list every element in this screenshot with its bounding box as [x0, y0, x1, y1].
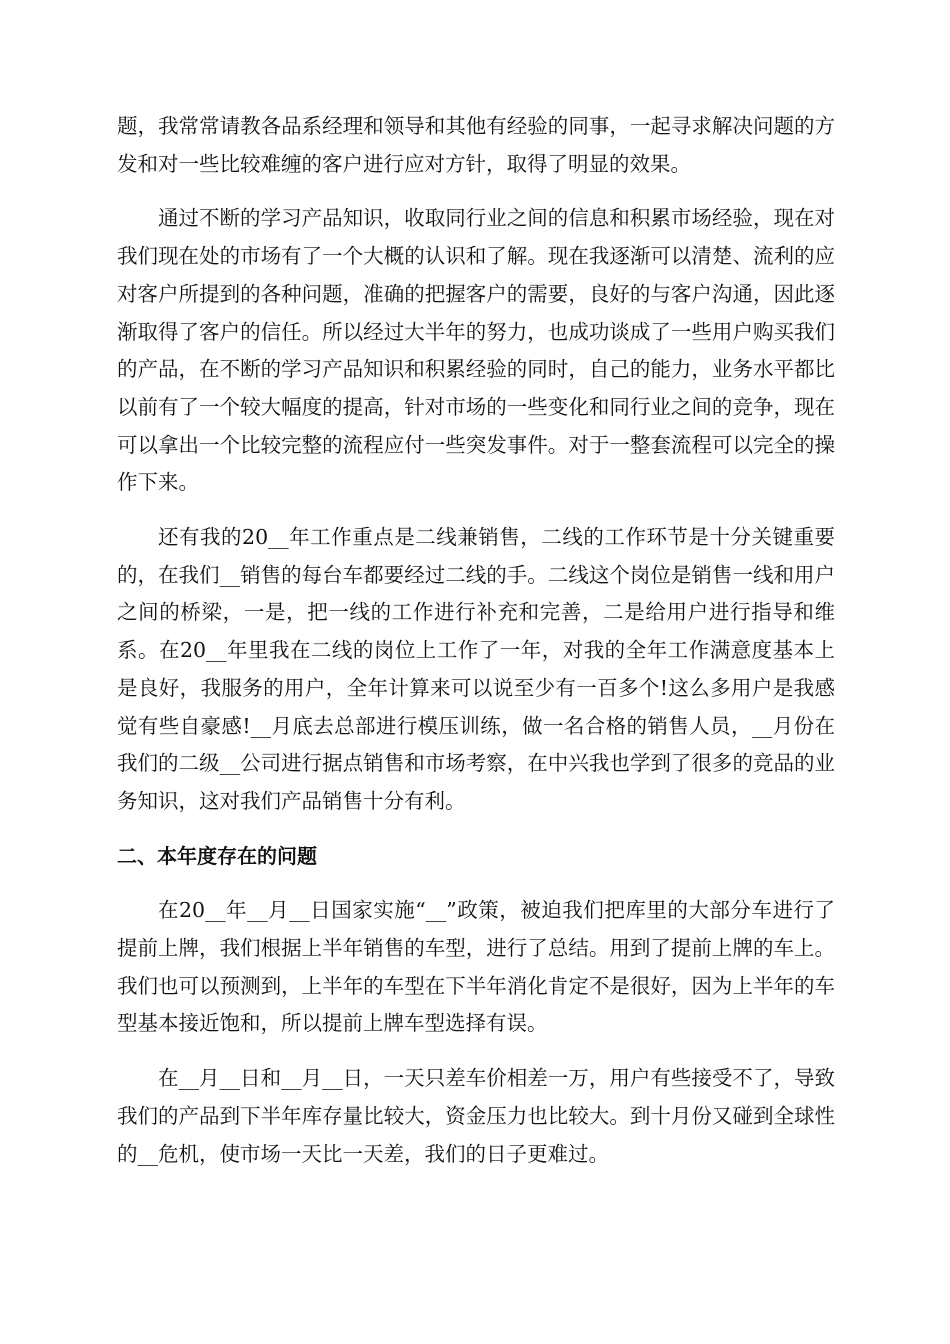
paragraph-spacer — [117, 502, 835, 519]
paragraph-continuation: 题，我常常请教各品系经理和领导和其他有经验的同事，一起寻求解决问题的方发和对一些比较难缠的客户进行应对方针，取得了明显的效果。 — [117, 114, 835, 176]
document-body — [117, 108, 835, 1173]
paragraph-product-knowledge: 通过不断的学习产品知识，收取同行业之间的信息和积累市场经验，现在对我们现在处的市场有了一个大概的认识和了解。现在我逐渐可以清楚、流利的应对客户所提到的各种问题，准确的把握客户的需要，良好的与客户沟通，因此逐渐取得了客户的信任。所以经过大半年的努力，也成功谈成了一些用户购买我们的产品，在不断的学习产品知识和积累经验的同时，自己的能力，业务水平都比以前有了一个较大幅度的提高，针对市场的一些变化和同行业之间的竞争，现在可以拿出一个比较完整的流程应付一些突发事件。对于一整套流程可以完全的操作下来。 — [117, 206, 835, 495]
paragraph-spacer — [117, 1043, 835, 1060]
paragraph-spacer — [117, 821, 835, 838]
paragraph-price-difference: 在__月__日和__月__日，一天只差车价相差一万，用户有些接受不了，导致我们的产品到下半年库存量比较大，资金压力也比较大。到十月份又碰到全球性的__危机，使市场一天比一天差，我们的日子更难过。 — [117, 1066, 835, 1166]
paragraph-spacer — [117, 875, 835, 892]
section-heading-problems: 二、本年度存在的问题 — [117, 843, 317, 868]
paragraph-policy-plates: 在20__年__月__日国家实施“__”政策，被迫我们把库里的大部分车进行了提前上牌，我们根据上半年销售的车型，进行了总结。用到了提前上牌的车上。我们也可以预测到，上半年的车型在下半年消化肯定不是很好，因为上半年的车型基本接近饱和，所以提前上牌车型选择有误。 — [117, 898, 835, 1036]
paragraph-spacer — [117, 183, 835, 200]
paragraph-second-line-work: 还有我的20__年工作重点是二线兼销售，二线的工作环节是十分关键重要的，在我们__销售的每台车都要经过二线的手。二线这个岗位是销售一线和用户之间的桥梁，一是，把一线的工作进行补充和完善，二是给用户进行指导和维系。在20__年里我在二线的岗位上工作了一年，对我的全年工作满意度基本上是良好，我服务的用户，全年计算来可以说至少有一百多个!这么多用户是我感觉有些自豪感!__月底去总部进行模压训练，做一名合格的销售人员，__月份在我们的二级__公司进行据点销售和市场考察，在中兴我也学到了很多的竞品的业务知识，这对我们产品销售十分有利。 — [117, 525, 835, 813]
